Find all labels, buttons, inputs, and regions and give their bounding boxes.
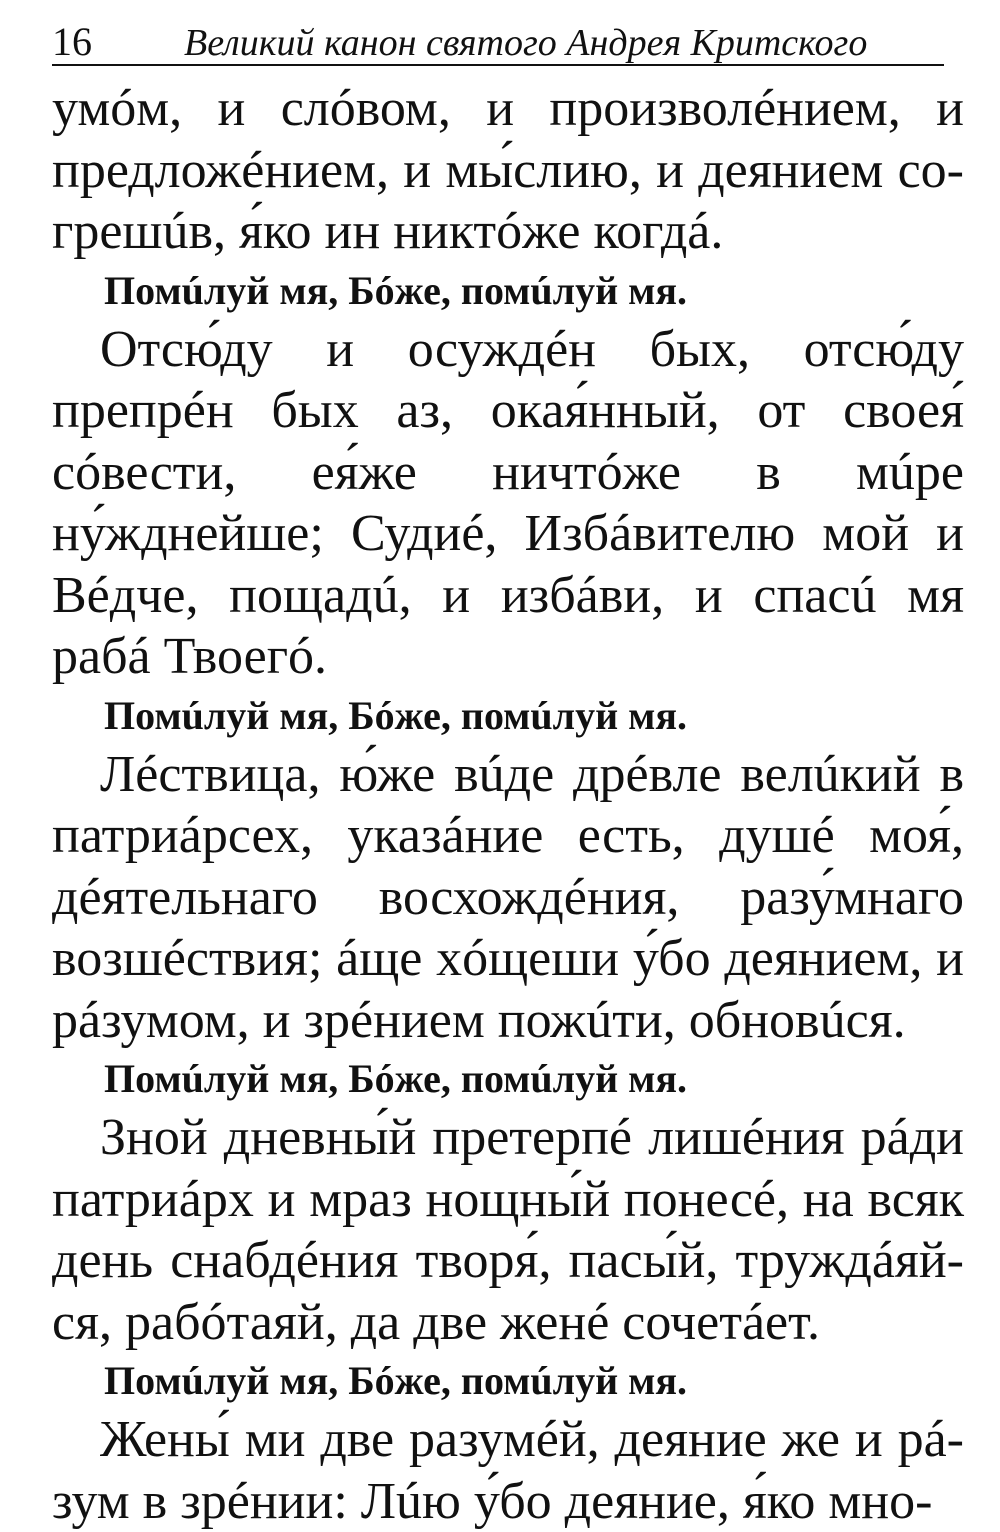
refrain-4: Помúлуй мя, Бóже, помúлуй мя.: [104, 1358, 688, 1403]
refrain-2: Помúлуй мя, Бóже, помúлуй мя.: [104, 692, 688, 738]
paragraph-1: умóм, и слóвом, и произволéнием, и предложéнием, и мы́слию, и деянием согрешúв, я́ко ин никтóже когдá.: [52, 80, 964, 260]
body-text: [52, 78, 964, 1532]
refrain-3: Помúлуй мя, Бóже, помúлуй мя.: [104, 1056, 688, 1101]
paragraph-3: Лéствица, ю́же вúде дрéвле велúкий в патриáрсех, указáние есть, душé моя́, дéятельнаго восхождéния, разу́мнаго возшéствия; áще хóщеши у́бо деянием, и рáзумом, и зрéнием пожúти, обновúся.: [52, 745, 964, 1049]
paragraph-4: Зной дневны́й претерпé лишéния рáди патриáрх и мраз нощны́й понесé, на всяк день снабдéния творя́, пасы́й, труждáяйся, рабóтаяй, да две женé сочетáет.: [52, 1109, 964, 1351]
refrain-1: Помúлуй мя, Бóже, помúлуй мя.: [104, 267, 688, 313]
paragraph-5: Жены́ ми две разумéй, деяние же и рáзум в зрéнии: Лúю у́бо деяние, я́ко мно-: [52, 1411, 964, 1530]
running-head: [52, 18, 944, 66]
running-title: Великий канон святого Андрея Критского: [184, 22, 868, 64]
page-number: 16: [52, 19, 92, 64]
paragraph-2: Отсю́ду и осуждéн бых, отсю́ду препрéн бых аз, окая́нный, от своея́ сóвести, ея́же ничтóже в мúре ну́жднейше; Судиé, Избáвителю мой и Вéдче, пощадú, и избáви, и спасú мя рабá Твоегó.: [52, 320, 964, 685]
